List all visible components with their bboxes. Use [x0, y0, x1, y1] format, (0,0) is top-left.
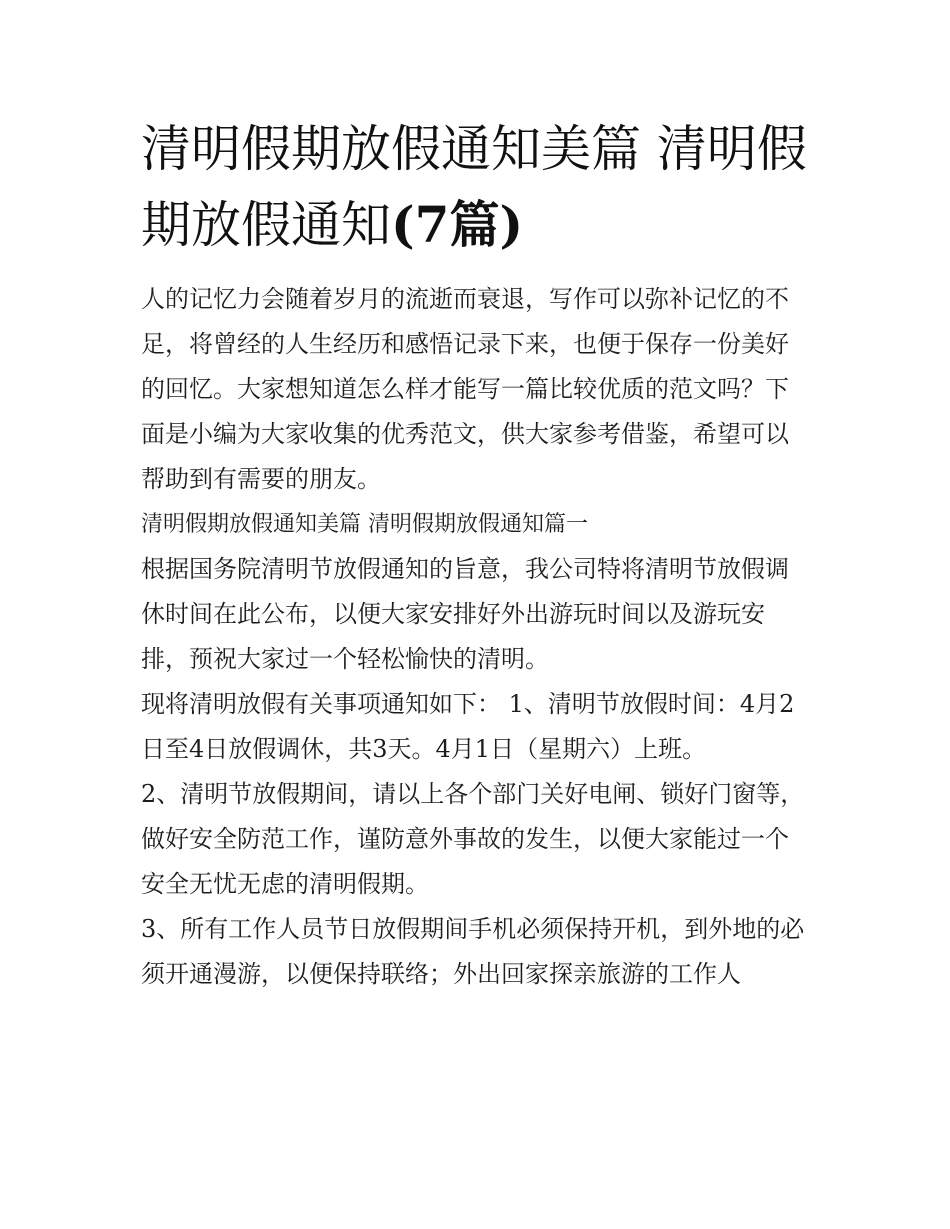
- paragraph-4: 3、所有工作人员节日放假期间手机必须保持开机，到外地的必须开通漫游，以便保持联络；外出回家探亲旅游的工作人: [141, 915, 805, 988]
- section-heading: 清明假期放假通知美篇 清明假期放假通知篇一: [141, 512, 588, 537]
- title-spacer: [141, 263, 811, 277]
- title-text: 清明假期放假通知美篇 清明假期放假通知: [141, 120, 807, 254]
- paragraph-1: 根据国务院清明节放假通知的旨意，我公司特将清明节放假调休时间在此公布，以便大家安排好外出游玩时间以及游玩安排，预祝大家过一个轻松愉快的清明。: [141, 555, 789, 673]
- title-suffix: (7篇): [391, 195, 524, 254]
- document-content: [141, 112, 811, 997]
- paragraph-2: 现将清明放假有关事项通知如下： 1、清明节放假时间：4月2日至4日放假调休，共3天。4月1日（星期六）上班。: [141, 690, 795, 763]
- intro-paragraph: 人的记忆力会随着岁月的流逝而衰退，写作可以弥补记忆的不足，将曾经的人生经历和感悟记录下来，也便于保存一份美好的回忆。大家想知道怎么样才能写一篇比较优质的范文吗？下面是小编为大家收集的优秀范文，供大家参考借鉴，希望可以帮助到有需要的朋友。: [141, 285, 789, 493]
- document-title: [141, 112, 811, 263]
- paragraph-3: 2、清明节放假期间，请以上各个部门关好电闸、锁好门窗等，做好安全防范工作，谨防意外事故的发生，以便大家能过一个安全无忧无虑的清明假期。: [141, 780, 805, 898]
